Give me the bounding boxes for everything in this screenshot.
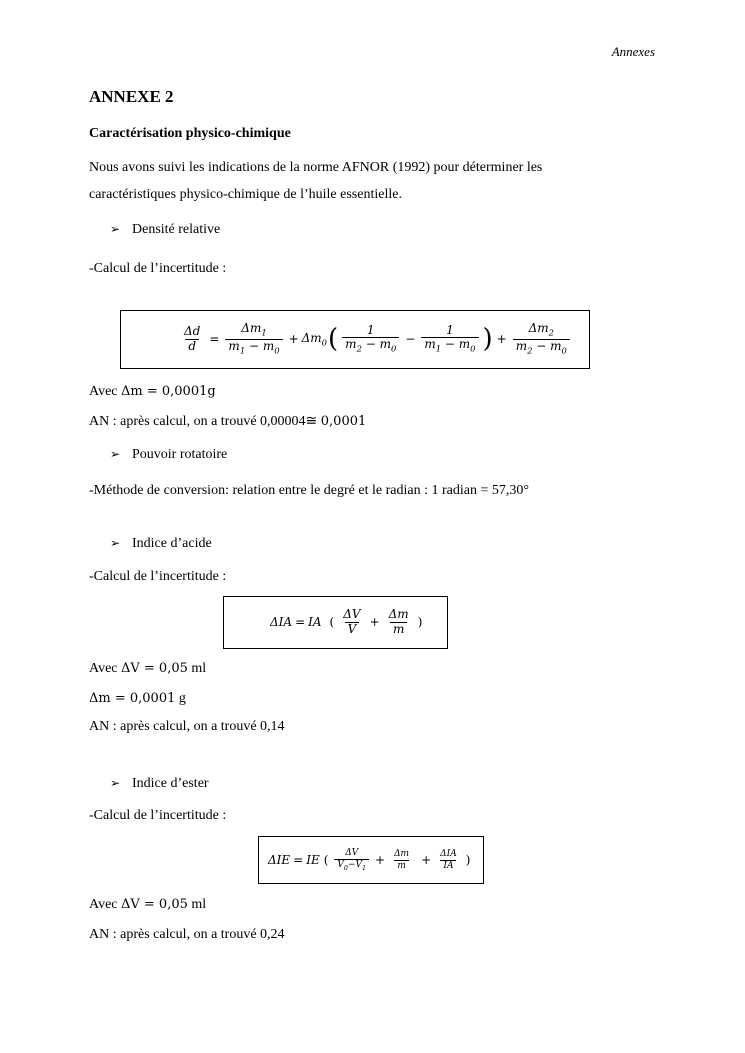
- running-header: Annexes: [611, 44, 655, 59]
- bullet-ester: ➢ Indice d’ester: [110, 776, 209, 791]
- acide-calc-label: -Calcul de l’incertitude :: [89, 569, 227, 584]
- annex-title: ANNEXE 2: [89, 87, 174, 106]
- ester-an: AN : après calcul, on a trouvé 0,24: [89, 927, 285, 942]
- acide-avec: Avec ΔV = 0,05 ml: [89, 661, 207, 676]
- acide-dm: Δm = 0,0001 g: [89, 691, 186, 706]
- arrow-bullet-icon: ➢: [110, 536, 121, 550]
- annex-subtitle: Caractérisation physico-chimique: [89, 126, 291, 141]
- intro-line-1: Nous avons suivi les indications de la norme AFNOR (1992) pour déterminer les: [89, 160, 543, 175]
- densite-calc-label: -Calcul de l’incertitude :: [89, 261, 227, 276]
- formula-ester: ΔIE = IE ( $\frac{\Delta V}{V_0-V_1}$ + $\frac{\Delta m}{m}$ + $\frac{\text{ΔIA}}{IA}$ ): [268, 848, 471, 872]
- densite-avec: Avec Δm = 0,0001g: [89, 384, 216, 399]
- intro-line-2: caractéristiques physico-chimique de l’huile essentielle.: [89, 187, 402, 202]
- ester-calc-label: -Calcul de l’incertitude :: [89, 808, 227, 823]
- formula-densite: $\frac{\Delta d}{d}$ = $\frac{\Delta m_1}{m_1 - m_0}$ + $\Delta m_0$ ( $\frac{1}{m_2 - m_0}$ − $\frac{1}{m_1 - m_0}$ ) + $\frac{\Delta m_2}{m_2 - m_0}$: [178, 312, 573, 366]
- bullet-acide: ➢ Indice d’acide: [110, 536, 212, 551]
- ester-avec: Avec ΔV = 0,05 ml: [89, 897, 207, 912]
- acide-an: AN : après calcul, on a trouvé 0,14: [89, 719, 285, 734]
- arrow-bullet-icon: ➢: [110, 776, 121, 790]
- formula-acide: ΔIA = IA ( $\frac{\Delta V}{V}$ + $\frac{\Delta m}{m}$ ): [270, 606, 423, 636]
- bullet-pouvoir: ➢ Pouvoir rotatoire: [110, 447, 228, 462]
- bullet-densite: ➢ Densité relative: [110, 222, 221, 237]
- arrow-bullet-icon: ➢: [110, 447, 121, 461]
- pouvoir-method: -Méthode de conversion: relation entre le degré et le radian : 1 radian = 57,30°: [89, 483, 529, 498]
- densite-an: AN : après calcul, on a trouvé 0,00004≅ 0,0001: [89, 414, 367, 429]
- arrow-bullet-icon: ➢: [110, 222, 121, 236]
